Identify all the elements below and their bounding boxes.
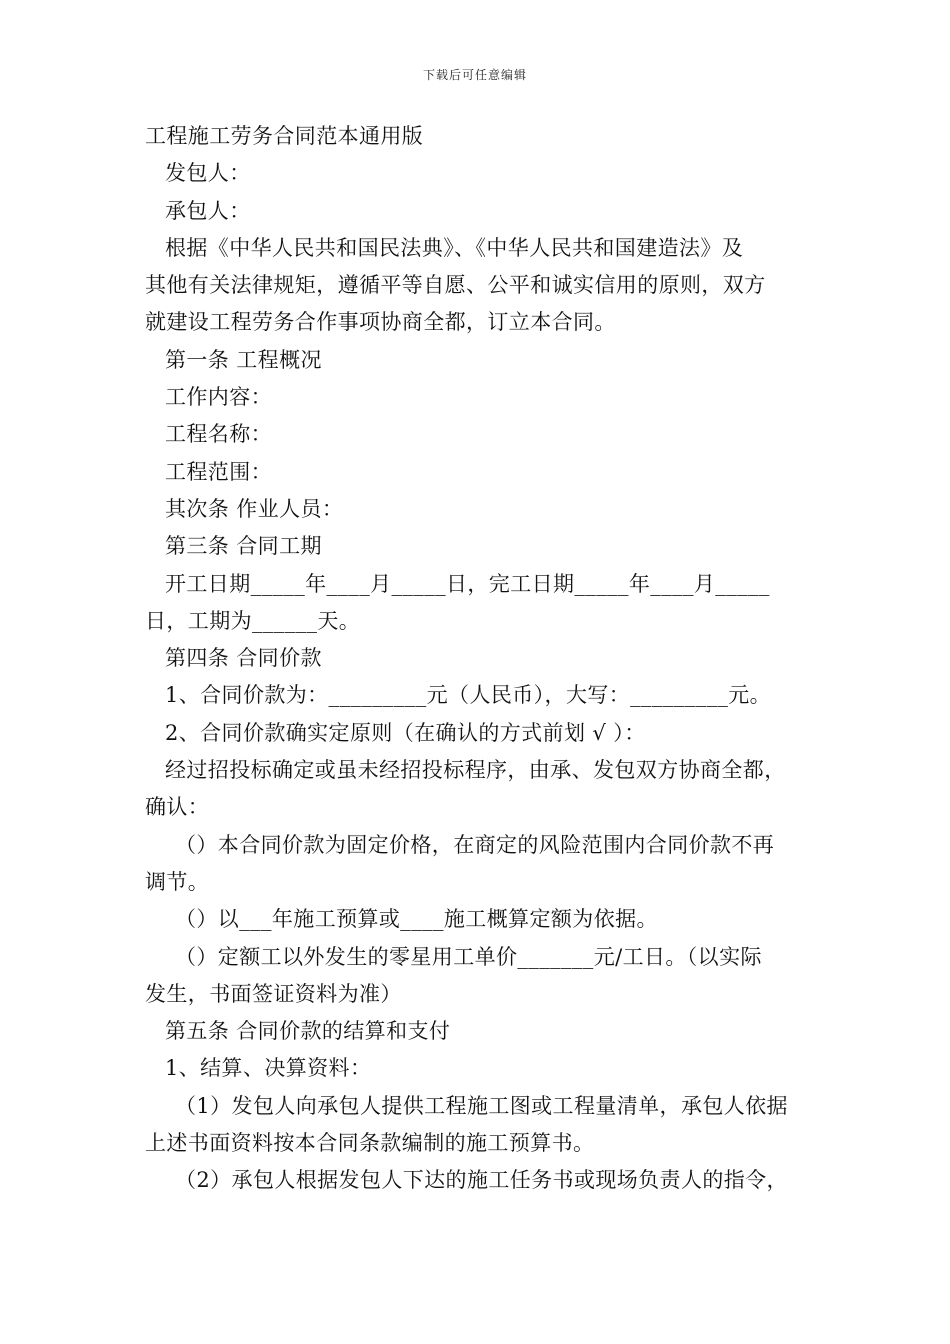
paragraph-line: 上述书面资料按本合同条款编制的施工预算书。 [145,1131,595,1156]
paragraph-line: 经过招投标确定或虽未经招投标程序，由承、发包双方协商全都， [165,758,786,783]
paragraph-line: 第三条 合同工期 [165,534,322,559]
paragraph-line: （）以___年施工预算或____施工概算定额为依据。 [175,907,658,932]
document-body [145,155,815,1199]
paragraph-line: 工作内容： [165,385,272,410]
paragraph-line: 承包人： [165,198,251,223]
paragraph-line: 1、合同价款为：_________元（人民币），大写：_________元。 [165,683,772,708]
paragraph-line: 第五条 合同价款的结算和支付 [165,1019,451,1044]
download-note: 下载后可任意编辑 [422,68,527,82]
paragraph-line: 1、结算、决算资料： [165,1056,372,1081]
paragraph-line: 其次条 作业人员： [165,496,344,521]
paragraph-line: 工程名称： [165,422,272,447]
paragraph-line: 第一条 工程概况 [165,347,322,372]
paragraph-line: 其他有关法律规矩，遵循平等自愿、公平和诚实信用的原则，双方 [145,273,766,298]
paragraph-line: 第四条 合同价款 [165,646,322,671]
paragraph-line: 日，工期为______天。 [145,608,361,633]
paragraph-line: 根据《中华人民共和国民法典》、《中华人民共和国建造法》及 [165,235,744,260]
paragraph-line: 发包人： [165,161,251,186]
paragraph-line: 开工日期_____年____月_____日，完工日期_____年____月_____ [165,571,770,596]
paragraph-line: 发生，书面签证资料为准） [145,981,402,1006]
paragraph-line: 就建设工程劳务合作事项协商全都，订立本合同。 [145,310,616,335]
paragraph-line: （2）承包人根据发包人下达的施工任务书或现场负责人的指令， [175,1168,788,1193]
document-title: 工程施工劳务合同范本通用版 [145,124,424,148]
paragraph-line: 工程范围： [165,459,272,484]
paragraph-line: 确认： [145,795,210,820]
paragraph-line: 调节。 [145,869,210,894]
contract-document [145,118,815,1200]
paragraph-line: （）定额工以外发生的零星用工单价_______元/工日。（以实际 [175,944,762,969]
paragraph-line: （1）发包人向承包人提供工程施工图或工程量清单，承包人依据 [175,1093,788,1118]
paragraph-line: 2、合同价款确实定原则（在确认的方式前划 √ ）： [165,720,646,745]
paragraph-line: （）本合同价款为固定价格，在商定的风险范围内合同价款不再 [175,832,775,857]
